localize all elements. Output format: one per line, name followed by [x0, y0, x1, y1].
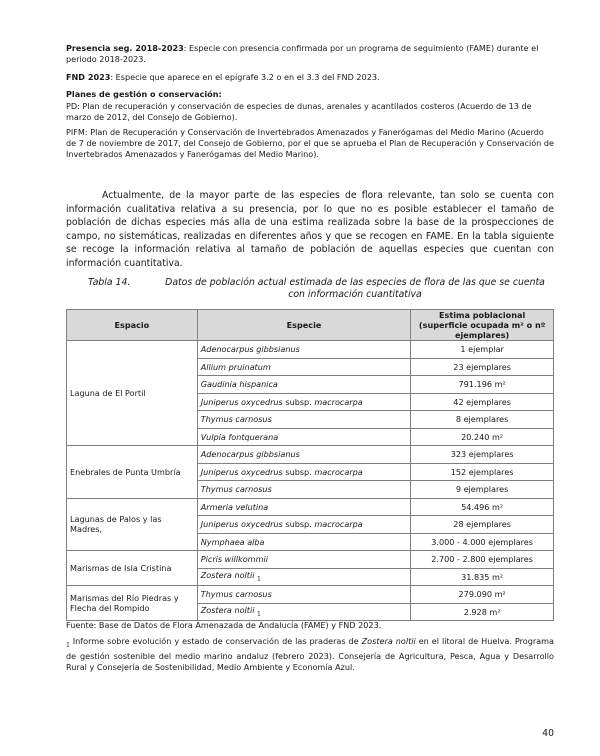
table-header-row [67, 310, 554, 341]
species-name: Juniperus oxycedrus [200, 396, 283, 407]
species-name: Picris willkommii [200, 554, 268, 565]
planes-title [66, 89, 554, 100]
cell-especie [197, 463, 411, 481]
cell-especie [197, 411, 411, 429]
table-source: Fuente: Base de Datos de Flora Amenazada de Andalucía (FAME) y FND 2023. [66, 620, 382, 630]
note-presencia-text: : Especie con presencia confirmada por un programa de seguimiento (FAME) durante el periodo 2018-2023. [66, 43, 539, 65]
table-row [67, 446, 554, 464]
cell-especie [197, 376, 411, 394]
cell-estima: 1 ejemplar [411, 341, 554, 359]
cell-estima: 23 ejemplares [411, 358, 554, 376]
species-name: Armeria velutina [200, 501, 269, 512]
cell-estima: 279.090 m² [411, 586, 554, 604]
footnote-text-italic: Zostera noltii [361, 636, 416, 646]
cell-especie [197, 481, 411, 499]
cell-espacio: Lagunas de Palos y las Madres, [67, 498, 198, 551]
cell-especie [197, 428, 411, 446]
cell-estima: 20.240 m² [411, 428, 554, 446]
footnote-mark: 1 [66, 641, 70, 649]
cell-estima: 2.700 - 2.800 ejemplares [411, 551, 554, 569]
species-footnote-mark: 1 [257, 611, 261, 619]
cell-especie [197, 551, 411, 569]
planes-title-text: Planes de gestión o conservación: [66, 89, 222, 99]
species-name: Juniperus oxycedrus [200, 519, 283, 530]
cell-estima: 323 ejemplares [411, 446, 554, 464]
cell-estima: 9 ejemplares [411, 481, 554, 499]
cell-estima: 31.835 m² [411, 568, 554, 586]
cell-estima: 2.928 m² [411, 603, 554, 621]
species-subsp-name: macrocarpa [314, 466, 363, 477]
species-subsp-label: subsp. [282, 396, 315, 407]
species-name: Thymus carnosus [200, 589, 272, 600]
header-estima: Estima poblacional (superficie ocupada m² o nº ejemplares) [411, 310, 554, 341]
species-name: Zostera noltii [200, 605, 255, 616]
cell-estima: 42 ejemplares [411, 393, 554, 411]
cell-especie [197, 446, 411, 464]
species-name: Allium pruinatum [200, 361, 271, 372]
species-subsp-name: macrocarpa [314, 519, 363, 530]
species-name: Gaudinia hispanica [200, 379, 278, 390]
header-espacio: Espacio [67, 310, 198, 341]
table-row [67, 341, 554, 359]
population-table [66, 309, 554, 621]
species-name: Adenocarpus gibbsianus [200, 344, 300, 355]
cell-especie [197, 498, 411, 516]
cell-especie [197, 341, 411, 359]
table-row [67, 586, 554, 604]
note-fnd-label: FND 2023 [66, 72, 111, 82]
page-number: 40 [542, 728, 554, 739]
note-pd: PD: Plan de recuperación y conservación de especies de dunas, arenales y acantilados costeros (Acuerdo de 13 de marzo de 2012, del Consejo de Gobierno). [66, 101, 532, 123]
cell-especie [197, 533, 411, 551]
cell-estima: 54.496 m² [411, 498, 554, 516]
species-subsp-label: subsp. [282, 466, 315, 477]
footnote [66, 636, 554, 673]
cell-especie [197, 586, 411, 604]
table-body [67, 341, 554, 621]
cell-estima: 28 ejemplares [411, 516, 554, 534]
cell-espacio: Enebrales de Punta Umbría [67, 446, 198, 499]
cell-especie [197, 603, 411, 621]
species-name: Nymphaea alba [200, 536, 265, 547]
header-especie: Especie [197, 310, 411, 341]
cell-estima: 3.000 - 4.000 ejemplares [411, 533, 554, 551]
species-footnote-mark: 1 [257, 576, 261, 584]
note-fnd-text: : Especie que aparece en el epígrafe 3.2 o en el 3.3 del FND 2023. [110, 72, 380, 82]
species-subsp-name: macrocarpa [314, 396, 363, 407]
footnote-text-pre: Informe sobre evolución y estado de conservación de las praderas de [69, 636, 362, 646]
cell-estima: 791.196 m² [411, 376, 554, 394]
species-name: Thymus carnosus [200, 484, 272, 495]
species-name: Thymus carnosus [200, 414, 272, 425]
note-fnd [66, 72, 554, 83]
cell-especie [197, 358, 411, 376]
table-caption-text: Datos de población actual estimada de las especies de flora de las que se cuenta con información cuantitativa [165, 277, 545, 300]
species-name: Juniperus oxycedrus [200, 466, 283, 477]
footnote-text-post: en el litoral de Huelva. Programa de gestión sostenible del medio marino andaluz (febrero 2023). Consejería de Agricultura, Pesca, Agua y Desarrollo Rural y Consejería de Sostenibilidad, Medio Ambiente y Economía Azul. [66, 636, 554, 673]
cell-espacio: Marismas del Río Piedras y Flecha del Rompido [67, 586, 198, 621]
note-presencia [66, 43, 554, 65]
cell-estima: 8 ejemplares [411, 411, 554, 429]
species-name: Adenocarpus gibbsianus [200, 449, 300, 460]
species-name: Zostera noltii [200, 570, 255, 581]
species-subsp-label: subsp. [282, 519, 315, 530]
cell-especie [197, 393, 411, 411]
table-caption-number: Tabla 14. [88, 277, 131, 288]
cell-especie [197, 568, 411, 586]
note-pifm: PIFM: Plan de Recuperación y Conservación de Invertebrados Amenazados y Fanerógamas del Medio Marino (Acuerdo de 7 de noviembre de 2017, del Consejo de Gobierno, por el que se aprueba el Plan de Recuperación y Conservación de Invertebrados Amenazados y Fanerógamas del Medio Marino). [66, 127, 554, 160]
cell-estima: 152 ejemplares [411, 463, 554, 481]
cell-especie [197, 516, 411, 534]
cell-espacio: Laguna de El Portil [67, 341, 198, 446]
species-name: Vulpia fontquerana [200, 431, 279, 442]
note-presencia-label: Presencia seg. 2018-2023 [66, 43, 184, 53]
table-row [67, 498, 554, 516]
table-row [67, 551, 554, 569]
body-paragraph: Actualmente, de la mayor parte de las especies de flora relevante, tan solo se cuenta con información cualitativa relativa a su presencia, por lo que no es posible establecer el tamaño de población de dichas especies más alla de una estima realizada sobre la base de la prospecciones de campo, no sistemáticas, realizadas en diferentes años y que se recogen en FAME. En la tabla siguiente se recoge la información relativa al tamaño de población de aquellas especies que cuentan con información cuantitativa. [66, 190, 554, 269]
cell-espacio: Marismas de Isla Cristina [67, 551, 198, 586]
